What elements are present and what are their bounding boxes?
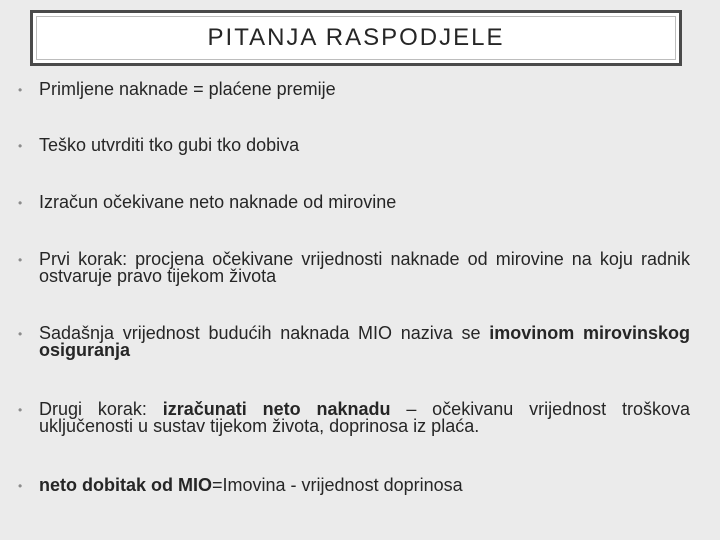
bullet-item: [18, 251, 690, 285]
bullet-text: [39, 325, 690, 359]
bullet-item: [18, 477, 690, 495]
bullet-text-bold: izračunati neto naknadu: [162, 399, 391, 419]
bullet-text-part: Primljene naknade = plaćene premije: [39, 79, 336, 99]
bullet-text-bold: imovinom mirovinskog osiguranja: [39, 323, 690, 360]
bullet-dot-icon: •: [18, 403, 23, 417]
bullet-dot-icon: •: [18, 327, 23, 341]
bullet-item: [18, 401, 690, 435]
bullet-text-part: – očekivanu vrijednost troškova uključenosti u sustav tijekom života, doprinosa iz plaća.: [39, 399, 690, 436]
bullet-text: [39, 194, 690, 212]
bullet-text: [39, 401, 690, 435]
bullet-item: [18, 325, 690, 359]
bullet-text: [39, 477, 690, 495]
bullet-dot-icon: •: [18, 139, 23, 153]
bullet-text-bold: neto dobitak od MIO: [39, 475, 212, 495]
bullet-item: [18, 194, 690, 212]
bullet-item: [18, 81, 690, 99]
bullet-text-part: Prvi korak: procjena očekivane vrijednosti naknade od mirovine na koju radnik ostvaruje pravo tijekom života: [39, 249, 690, 286]
bullet-text-part: Drugi korak:: [39, 399, 163, 419]
bullet-text: [39, 137, 690, 155]
bullet-item: [18, 137, 690, 155]
bullet-text-part: =Imovina - vrijednost doprinosa: [212, 475, 463, 495]
bullet-text-part: Sadašnja vrijednost budućih naknada MIO naziva se: [39, 323, 490, 343]
bullet-text-part: Izračun očekivane neto naknade od mirovine: [39, 192, 397, 212]
bullet-text: [39, 81, 690, 99]
bullet-dot-icon: •: [18, 83, 23, 97]
bullet-text-part: Teško utvrditi tko gubi tko dobiva: [39, 135, 300, 155]
bullet-dot-icon: •: [18, 253, 23, 267]
bullet-dot-icon: •: [18, 479, 23, 493]
bullet-dot-icon: •: [18, 196, 23, 210]
title-box: [30, 10, 682, 66]
bullet-text: [39, 251, 690, 285]
slide-title: PITANJA RASPODJELE: [207, 24, 505, 51]
